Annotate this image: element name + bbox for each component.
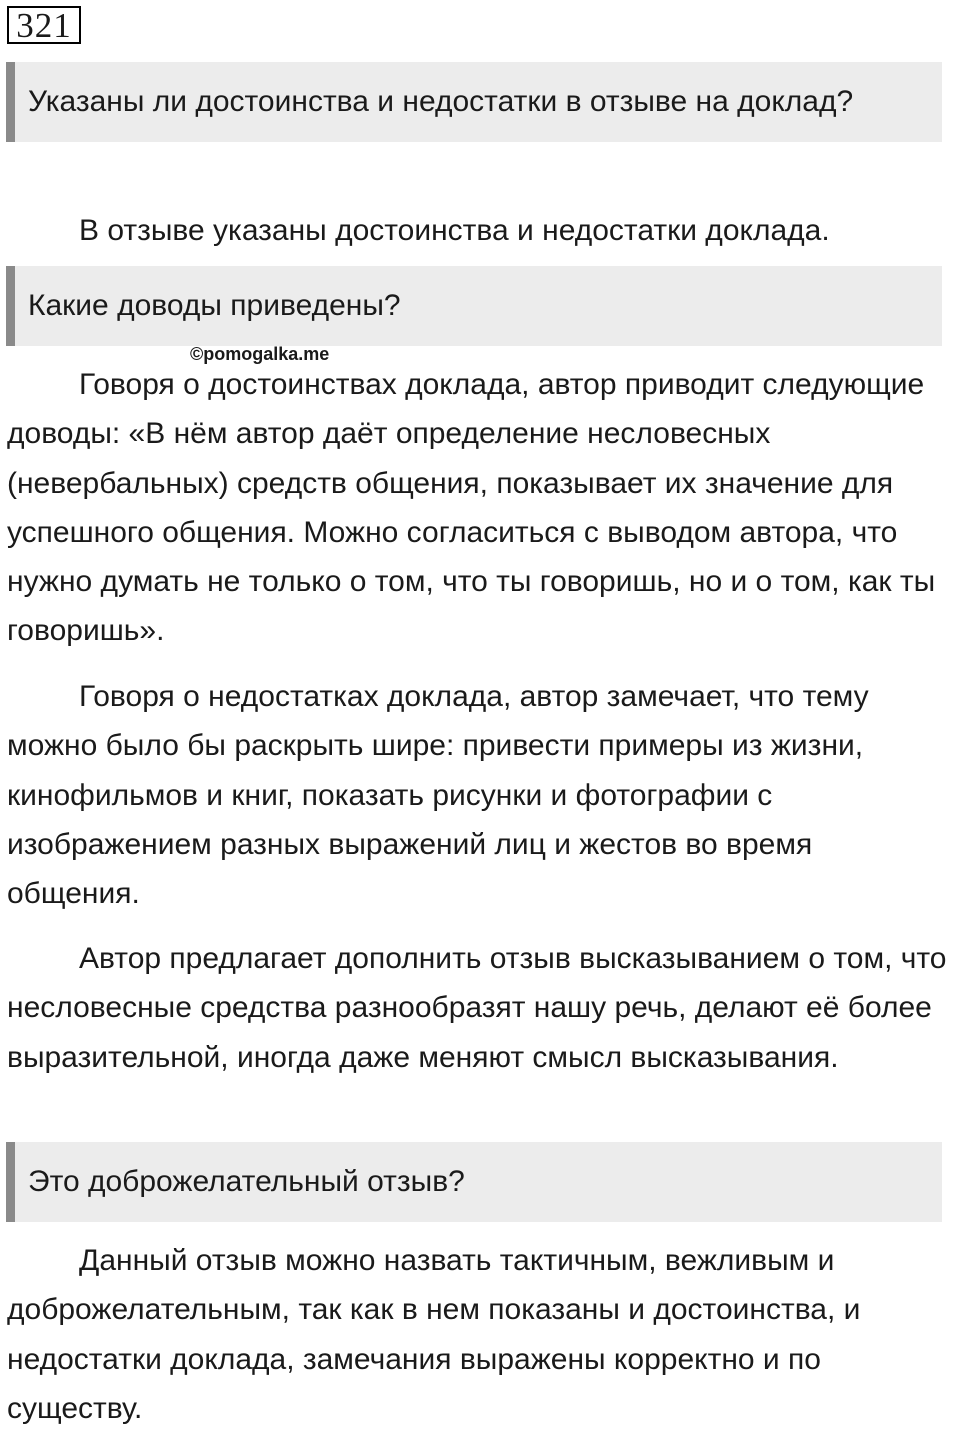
question-block-1: Указаны ли достоинства и недостатки в отзыве на доклад?: [6, 62, 942, 142]
question-block-3: Это доброжелательный отзыв?: [6, 1142, 942, 1222]
watermark: ©pomogalka.me: [190, 344, 330, 364]
answer-paragraph-2: Говоря о достоинствах доклада, автор приводит следующие доводы: «В нём автор даёт определение несловесных (невербальных) средств общения, показывает их значение для успешного общения. Можно согласиться с выводом автора, что нужно думать не только о том, что ты говоришь, но и о том, как ты говоришь».: [7, 368, 936, 648]
answer-paragraph-1: В отзыве указаны достоинства и недостатки доклада.: [79, 214, 830, 247]
task-number: 321: [7, 6, 81, 44]
answer-paragraph-4: Автор предлагает дополнить отзыв высказыванием о том, что несловесные средства разнообразят нашу речь, делают её более выразительной, иногда даже меняют смысл высказывания.: [7, 942, 947, 1074]
answer-paragraph-5: Данный отзыв можно назвать тактичным, вежливым и доброжелательным, так как в нем показаны и достоинства, и недостатки доклада, замечания выражены корректно и по существу.: [7, 1244, 861, 1425]
question-block-2: Какие доводы приведены?: [6, 266, 942, 346]
answer-paragraph-3: Говоря о недостатках доклада, автор замечает, что тему можно было бы раскрыть шире: привести примеры из жизни, кинофильмов и книг, показать рисунки и фотографии с изображением разных выражений лиц и жестов во время общения.: [7, 680, 869, 911]
